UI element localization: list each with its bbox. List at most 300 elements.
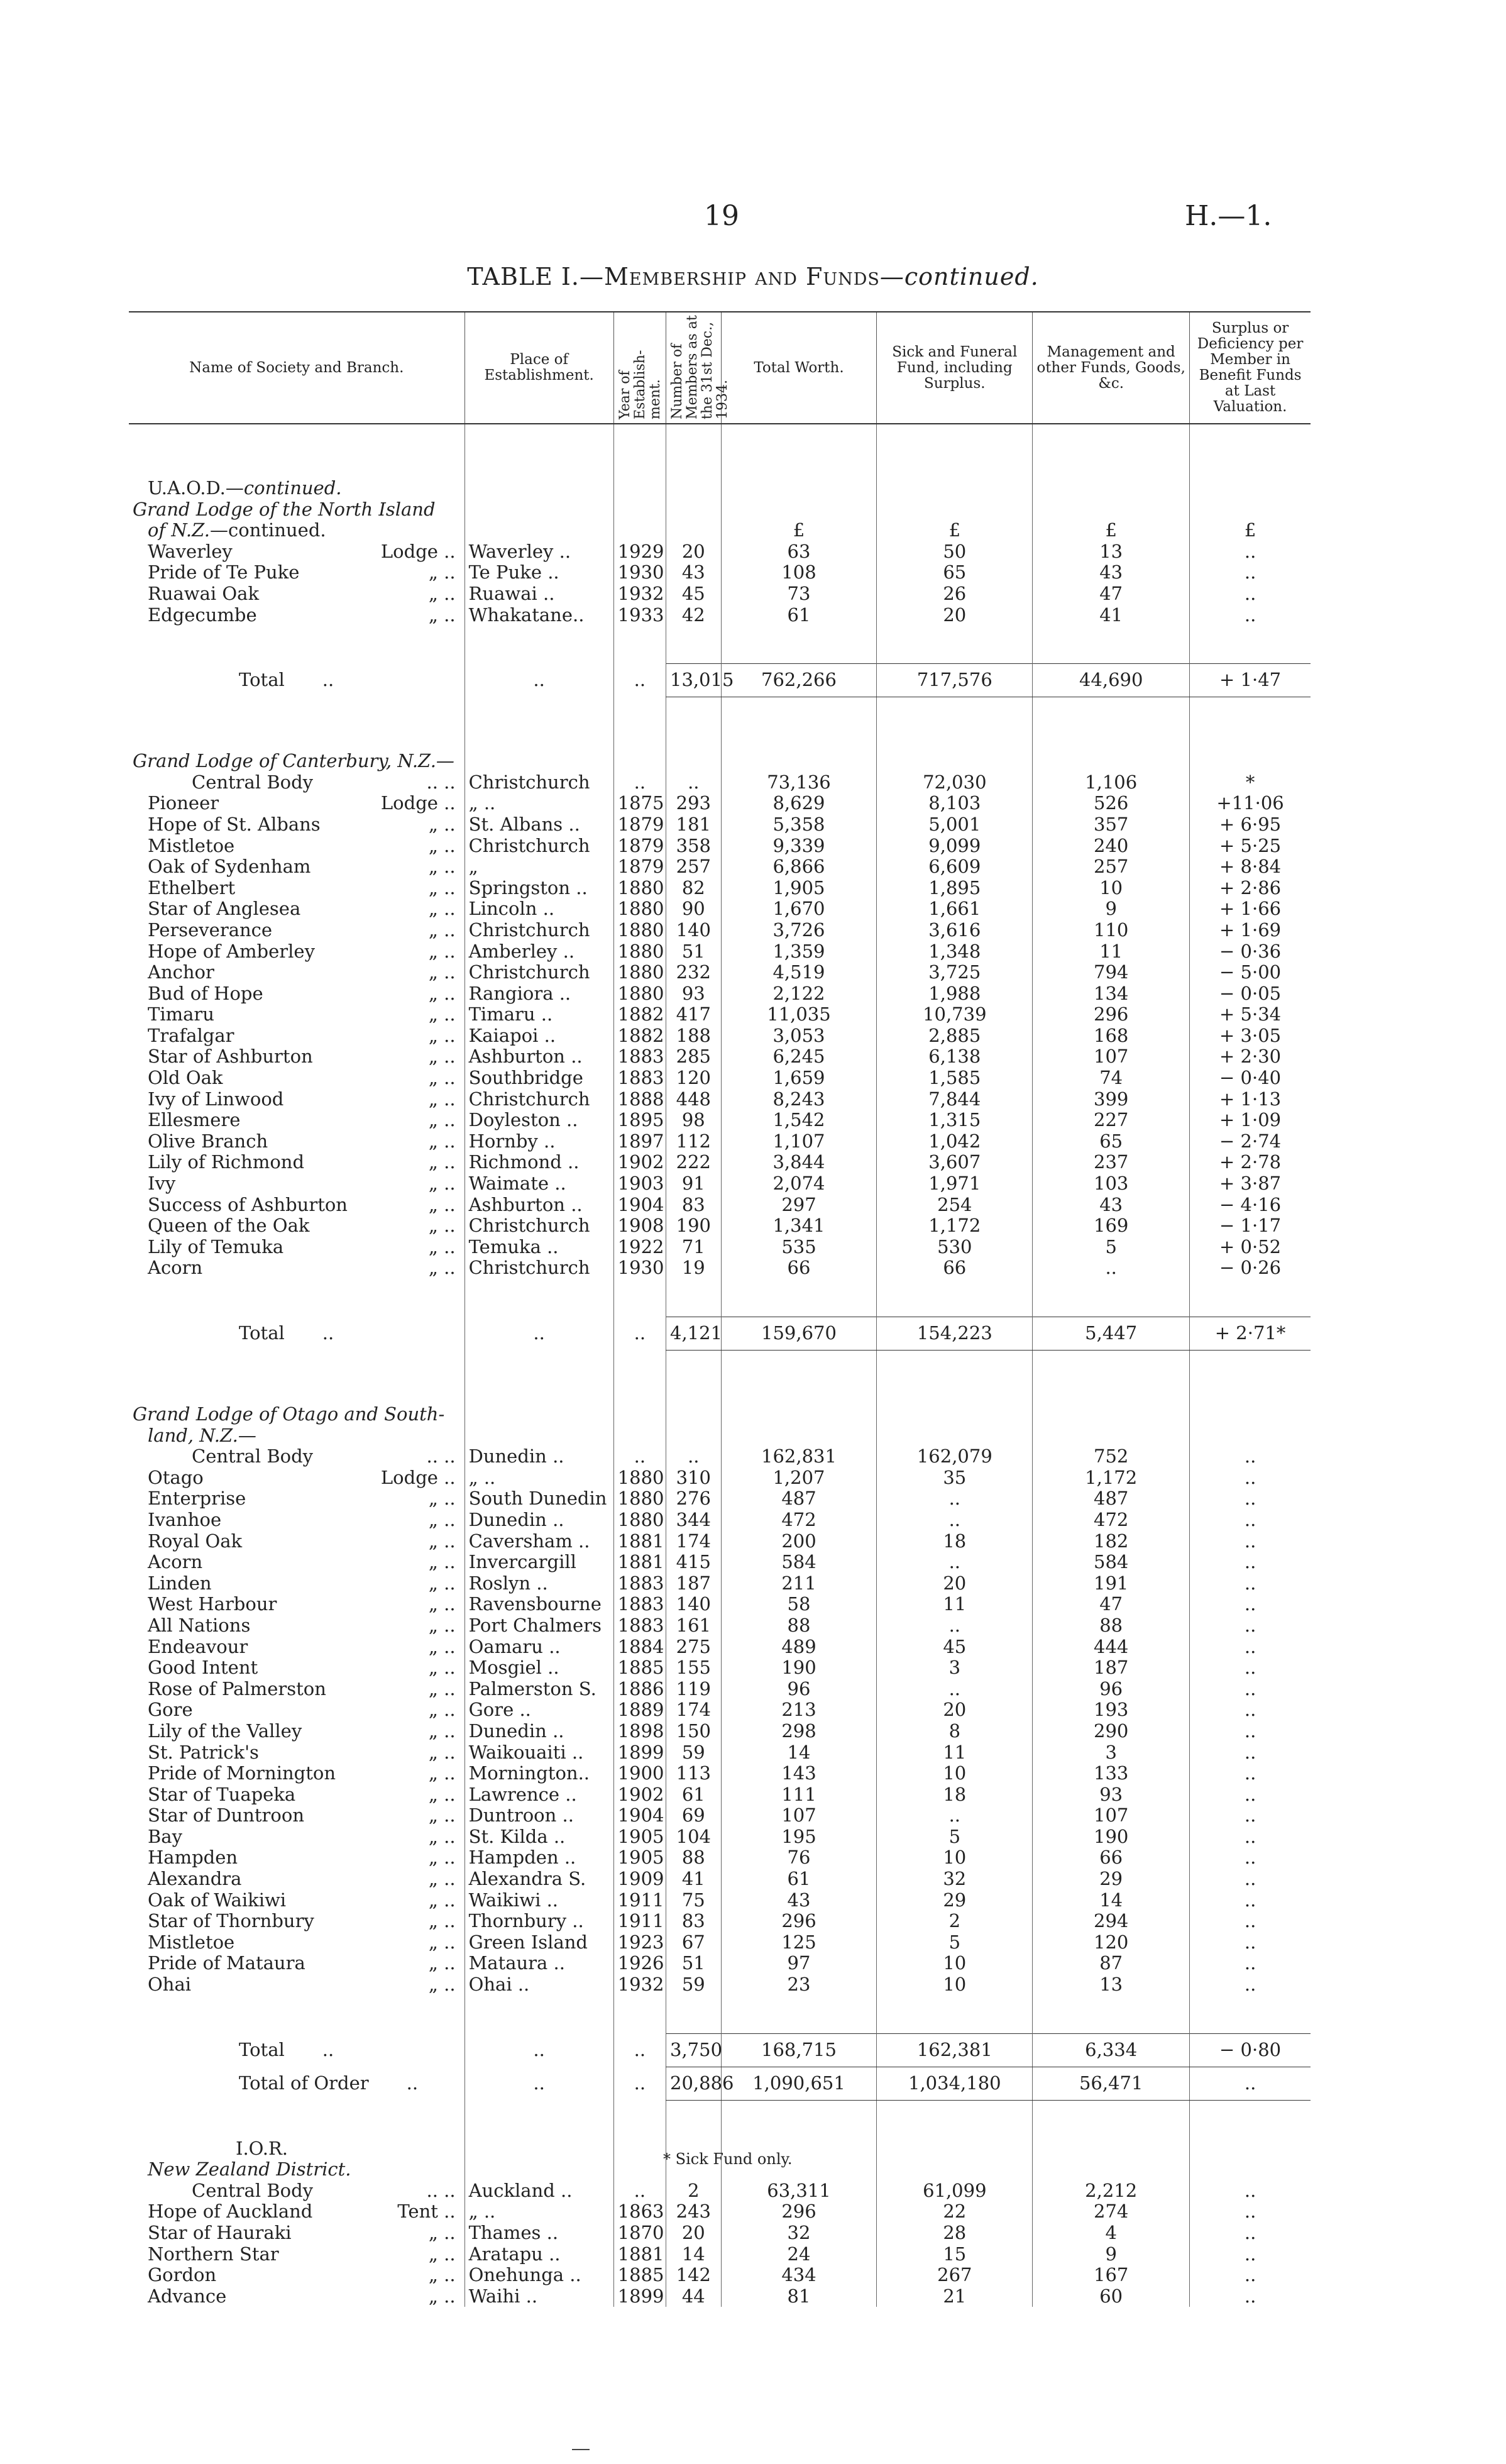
branch-name-cell xyxy=(129,814,464,836)
year-cell: 1922 xyxy=(613,1237,666,1258)
branch-kind: „ .. xyxy=(428,1931,456,1953)
sick-cell: .. xyxy=(877,1552,1033,1573)
total-place: .. xyxy=(464,2033,613,2067)
table-row xyxy=(129,878,1311,899)
sick-cell: 18 xyxy=(877,1531,1033,1552)
branch-kind: „ .. xyxy=(428,919,456,941)
members-cell: 42 xyxy=(666,605,722,626)
members-cell: 83 xyxy=(666,1195,722,1216)
sick-cell: 7,844 xyxy=(877,1089,1033,1110)
sick-cell: 21 xyxy=(877,2286,1033,2307)
worth-cell: 43 xyxy=(721,1890,877,1911)
year-cell: 1883 xyxy=(613,1615,666,1637)
mgmt-cell: 237 xyxy=(1033,1152,1190,1173)
sick-cell: 66 xyxy=(877,1257,1033,1279)
mgmt-cell: 752 xyxy=(1033,1446,1190,1467)
total-surplus: − 0·80 xyxy=(1190,2033,1311,2067)
year-cell: 1886 xyxy=(613,1679,666,1700)
empty-cell xyxy=(613,1404,666,1425)
surplus-cell: .. xyxy=(1190,1637,1311,1658)
place-cell: St. Kilda .. xyxy=(464,1826,613,1848)
branch-name: Pioneer xyxy=(148,792,219,814)
sick-cell: 3,725 xyxy=(877,962,1033,983)
branch-kind: „ .. xyxy=(428,1741,456,1763)
total-label: Total .. xyxy=(239,669,334,691)
sick-cell: 22 xyxy=(877,2201,1033,2223)
branch-kind: „ .. xyxy=(428,1657,456,1679)
place-cell: Christchurch xyxy=(464,772,613,793)
mgmt-cell: 444 xyxy=(1033,1637,1190,1658)
branch-name: Star of Anglesea xyxy=(148,898,301,920)
worth-cell: 66 xyxy=(721,1257,877,1279)
branch-name: Ivy xyxy=(148,1173,176,1195)
surplus-cell: +11·06 xyxy=(1190,793,1311,814)
branch-kind: „ .. xyxy=(428,834,456,856)
branch-name: Oak of Waikiwi xyxy=(148,1889,287,1911)
branch-kind: „ .. xyxy=(428,1151,456,1173)
document-reference: H.—1. xyxy=(1185,200,1272,232)
branch-name-cell xyxy=(129,1173,464,1195)
section-heading: Grand Lodge of Otago and South- xyxy=(133,1403,445,1425)
table-row xyxy=(129,1721,1311,1742)
mgmt-cell: 526 xyxy=(1033,793,1190,814)
year-cell: .. xyxy=(613,2180,666,2202)
branch-name: Acorn xyxy=(148,1551,203,1573)
mgmt-cell: 472 xyxy=(1033,1510,1190,1531)
year-cell: 1880 xyxy=(613,1488,666,1510)
total-label: Total .. xyxy=(239,2038,334,2060)
mgmt-cell: 107 xyxy=(1033,1805,1190,1826)
table-row xyxy=(129,1110,1311,1131)
empty-cell xyxy=(666,1425,722,1447)
worth-cell: 3,844 xyxy=(721,1152,877,1173)
surplus-cell: .. xyxy=(1190,1615,1311,1637)
order-total-row xyxy=(129,2067,1311,2100)
branch-kind: „ .. xyxy=(428,1046,456,1068)
members-cell: 91 xyxy=(666,1173,722,1195)
branch-name-cell xyxy=(129,1869,464,1890)
place-cell: Waihi .. xyxy=(464,2286,613,2307)
sick-cell: 18 xyxy=(877,1784,1033,1806)
surplus-cell: .. xyxy=(1190,1446,1311,1467)
sick-cell: 15 xyxy=(877,2244,1033,2265)
place-cell: Green Island xyxy=(464,1932,613,1953)
mgmt-cell: 10 xyxy=(1033,878,1190,899)
year-cell: 1879 xyxy=(613,836,666,857)
branch-kind: „ .. xyxy=(428,1257,456,1279)
worth-cell: 73,136 xyxy=(721,772,877,793)
branch-kind: „ .. xyxy=(428,1551,456,1573)
spacer-row xyxy=(129,1996,1311,2034)
table-row xyxy=(129,856,1311,878)
sick-cell: 530 xyxy=(877,1237,1033,1258)
place-cell: Dunedin .. xyxy=(464,1721,613,1742)
place-cell: Ashburton .. xyxy=(464,1046,613,1068)
place-cell: Waverley .. xyxy=(464,541,613,563)
branch-kind: „ .. xyxy=(428,2243,456,2265)
surplus-cell: .. xyxy=(1190,1679,1311,1700)
branch-name: Endeavour xyxy=(148,1635,248,1657)
empty-cell xyxy=(1033,751,1190,772)
empty-cell xyxy=(464,2138,613,2160)
empty-cell xyxy=(464,751,613,772)
mgmt-cell: 190 xyxy=(1033,1826,1190,1848)
branch-name: Lily of Temuka xyxy=(148,1235,284,1257)
branch-kind: „ .. xyxy=(428,1974,456,1996)
mgmt-cell: 191 xyxy=(1033,1573,1190,1594)
worth-cell: 297 xyxy=(721,1195,877,1216)
table-row xyxy=(129,772,1311,793)
worth-cell: 14 xyxy=(721,1742,877,1764)
worth-cell: 107 xyxy=(721,1805,877,1826)
branch-name: Ivy of Linwood xyxy=(148,1088,284,1110)
mgmt-cell: 87 xyxy=(1033,1953,1190,1974)
branch-kind: „ .. xyxy=(428,1593,456,1615)
year-cell: 1881 xyxy=(613,1531,666,1552)
members-cell: 140 xyxy=(666,1594,722,1615)
branch-name-cell xyxy=(129,2223,464,2244)
place-cell: Waikiwi .. xyxy=(464,1890,613,1911)
branch-name: Anchor xyxy=(148,961,214,983)
branch-name: West Harbour xyxy=(148,1593,277,1615)
sick-cell: 5,001 xyxy=(877,814,1033,836)
table-row xyxy=(129,2201,1311,2223)
branch-name: Ethelbert xyxy=(148,876,236,898)
branch-kind: „ .. xyxy=(428,1024,456,1046)
branch-name: Enterprise xyxy=(148,1488,246,1510)
mgmt-cell: 134 xyxy=(1033,983,1190,1005)
mgmt-cell: 9 xyxy=(1033,898,1190,920)
branch-kind: Lodge .. xyxy=(380,540,456,562)
surplus-cell: .. xyxy=(1190,1890,1311,1911)
branch-name-cell xyxy=(129,1637,464,1658)
year-cell: 1897 xyxy=(613,1131,666,1152)
surplus-cell: + 6·95 xyxy=(1190,814,1311,836)
surplus-cell: .. xyxy=(1190,2286,1311,2307)
branch-name: Trafalgar xyxy=(148,1024,234,1046)
place-cell: Doyleston .. xyxy=(464,1110,613,1131)
branch-name-cell xyxy=(129,1573,464,1594)
table-row xyxy=(129,1046,1311,1068)
worth-cell: 63 xyxy=(721,541,877,563)
branch-kind: „ .. xyxy=(428,1530,456,1552)
spacer-row xyxy=(129,1351,1311,1405)
members-cell: 448 xyxy=(666,1089,722,1110)
empty-cell xyxy=(666,751,722,772)
surplus-cell: − 4·16 xyxy=(1190,1195,1311,1216)
members-cell: 310 xyxy=(666,1467,722,1489)
branch-name-cell xyxy=(129,1446,464,1467)
empty-cell xyxy=(613,1425,666,1447)
branch-name-cell xyxy=(129,1195,464,1216)
surplus-cell: + 0·52 xyxy=(1190,1237,1311,1258)
branch-name-cell xyxy=(129,562,464,583)
branch-name: Hope of St. Albans xyxy=(148,813,321,835)
mgmt-cell: 110 xyxy=(1033,920,1190,941)
mgmt-cell: 9 xyxy=(1033,2244,1190,2265)
worth-cell: 298 xyxy=(721,1721,877,1742)
sick-cell: 61,099 xyxy=(877,2180,1033,2202)
mgmt-cell: 2,212 xyxy=(1033,2180,1190,2202)
table-row xyxy=(129,1847,1311,1869)
empty-cell xyxy=(721,751,877,772)
place-cell: Alexandra S. xyxy=(464,1869,613,1890)
branch-name: Bud of Hope xyxy=(148,982,263,1004)
section-heading: I.O.R. xyxy=(236,2137,289,2159)
branch-name-cell xyxy=(129,1699,464,1721)
members-cell: 257 xyxy=(666,856,722,878)
branch-name: Star of Duntroon xyxy=(148,1804,305,1826)
sick-cell: 5 xyxy=(877,1826,1033,1848)
surplus-cell: + 2·78 xyxy=(1190,1152,1311,1173)
mgmt-cell: 103 xyxy=(1033,1173,1190,1195)
branch-name-cell xyxy=(129,1467,464,1489)
mgmt-cell: 74 xyxy=(1033,1068,1190,1089)
mgmt-cell: 168 xyxy=(1033,1025,1190,1047)
branch-name-cell xyxy=(129,541,464,563)
mgmt-cell: 1,106 xyxy=(1033,772,1190,793)
worth-cell: 1,359 xyxy=(721,941,877,963)
worth-cell: 61 xyxy=(721,605,877,626)
table-row xyxy=(129,1215,1311,1237)
branch-name-cell xyxy=(129,2180,464,2202)
sick-cell: 32 xyxy=(877,1869,1033,1890)
sick-cell: 35 xyxy=(877,1467,1033,1489)
total-mgmt: 6,334 xyxy=(1033,2033,1190,2067)
members-cell: 190 xyxy=(666,1215,722,1237)
worth-cell: 32 xyxy=(721,2223,877,2244)
surplus-cell: .. xyxy=(1190,1594,1311,1615)
members-cell: 150 xyxy=(666,1721,722,1742)
worth-cell: 58 xyxy=(721,1594,877,1615)
table-row xyxy=(129,1068,1311,1089)
mgmt-cell: 167 xyxy=(1033,2265,1190,2286)
mgmt-cell: 11 xyxy=(1033,941,1190,963)
mgmt-cell: 47 xyxy=(1033,1594,1190,1615)
branch-kind: „ .. xyxy=(428,1635,456,1657)
members-cell: 142 xyxy=(666,2265,722,2286)
place-cell: Aratapu .. xyxy=(464,2244,613,2265)
sick-cell: 50 xyxy=(877,541,1033,563)
mgmt-cell: 357 xyxy=(1033,814,1190,836)
table-row xyxy=(129,1657,1311,1679)
branch-name-cell xyxy=(129,1594,464,1615)
worth-cell: 1,542 xyxy=(721,1110,877,1131)
surplus-cell: .. xyxy=(1190,1763,1311,1784)
place-cell: Ravensbourne xyxy=(464,1594,613,1615)
section-heading-row xyxy=(129,1404,1311,1425)
section-heading: Grand Lodge of Canterbury, N.Z.— xyxy=(133,750,454,772)
spacer-row xyxy=(129,626,1311,664)
mgmt-cell: 182 xyxy=(1033,1531,1190,1552)
empty-cell xyxy=(464,1404,613,1425)
mgmt-cell: 1,172 xyxy=(1033,1467,1190,1489)
branch-name: Ivanhoe xyxy=(148,1508,222,1530)
empty-cell xyxy=(1190,2138,1311,2160)
place-cell: „ .. xyxy=(464,793,613,814)
table-row xyxy=(129,2180,1311,2202)
branch-kind: .. .. xyxy=(426,771,456,793)
spacer-row xyxy=(129,697,1311,751)
members-cell: 98 xyxy=(666,1110,722,1131)
year-cell: 1883 xyxy=(613,1573,666,1594)
year-cell: 1879 xyxy=(613,814,666,836)
total-mgmt: 44,690 xyxy=(1033,664,1190,697)
society-heading: U.A.O.D.—continued. xyxy=(148,477,342,499)
place-cell: Ruawai .. xyxy=(464,583,613,605)
branch-name: Ruawai Oak xyxy=(148,582,260,604)
table-row xyxy=(129,2244,1311,2265)
surplus-cell: .. xyxy=(1190,2265,1311,2286)
year-cell: 1880 xyxy=(613,1467,666,1489)
sick-cell: .. xyxy=(877,1615,1033,1637)
year-cell: 1881 xyxy=(613,2244,666,2265)
branch-name: Acorn xyxy=(148,1257,203,1279)
branch-kind: „ .. xyxy=(428,1088,456,1110)
branch-name-cell xyxy=(129,2265,464,2286)
mgmt-cell: 13 xyxy=(1033,541,1190,563)
mgmt-cell: 14 xyxy=(1033,1890,1190,1911)
mgmt-cell: 296 xyxy=(1033,1004,1190,1025)
sick-cell: 2,885 xyxy=(877,1025,1033,1047)
surplus-cell: .. xyxy=(1190,1467,1311,1489)
branch-kind: „ .. xyxy=(428,1508,456,1530)
sick-cell: 5 xyxy=(877,1932,1033,1953)
header-surplus: Surplus or Deficiency per Member in Benefit Funds at Last Valuation. xyxy=(1190,312,1311,424)
table-row xyxy=(129,983,1311,1005)
place-cell: „ .. xyxy=(464,1467,613,1489)
section-heading-row xyxy=(129,1425,1311,1447)
sick-cell: 20 xyxy=(877,605,1033,626)
year-cell: 1923 xyxy=(613,1932,666,1953)
place-cell: Amberley .. xyxy=(464,941,613,963)
total-year: .. xyxy=(613,2033,666,2067)
sick-cell: 1,971 xyxy=(877,1173,1033,1195)
sick-cell: 254 xyxy=(877,1195,1033,1216)
branch-name: Pride of Mataura xyxy=(148,1952,305,1974)
branch-name: Old Oak xyxy=(148,1067,223,1089)
table-row xyxy=(129,1195,1311,1216)
header-sick: Sick and Funeral Fund, including Surplus. xyxy=(877,312,1033,424)
total-sick: 1,034,180 xyxy=(877,2067,1033,2100)
branch-name: Linden xyxy=(148,1572,212,1594)
place-cell: Timaru .. xyxy=(464,1004,613,1025)
worth-cell: 1,107 xyxy=(721,1131,877,1152)
members-cell: 2 xyxy=(666,2180,722,2202)
mgmt-cell: 794 xyxy=(1033,962,1190,983)
sick-cell: 8,103 xyxy=(877,793,1033,814)
worth-cell: 108 xyxy=(721,562,877,583)
currency-symbol: £ xyxy=(1033,520,1190,541)
mgmt-cell: 88 xyxy=(1033,1615,1190,1637)
year-cell: 1909 xyxy=(613,1869,666,1890)
surplus-cell: .. xyxy=(1190,1974,1311,1996)
members-cell: 187 xyxy=(666,1573,722,1594)
surplus-cell: .. xyxy=(1190,1510,1311,1531)
empty-cell xyxy=(1190,751,1311,772)
surplus-cell: − 0·26 xyxy=(1190,1257,1311,1279)
place-cell: Richmond .. xyxy=(464,1152,613,1173)
surplus-cell: .. xyxy=(1190,1847,1311,1869)
place-cell: Christchurch xyxy=(464,1257,613,1279)
year-cell: 1870 xyxy=(613,2223,666,2244)
surplus-cell: .. xyxy=(1190,1657,1311,1679)
branch-name-cell xyxy=(129,1110,464,1131)
year-cell: 1885 xyxy=(613,1657,666,1679)
table-row xyxy=(129,1594,1311,1615)
place-cell: Southbridge xyxy=(464,1068,613,1089)
mgmt-cell: 96 xyxy=(1033,1679,1190,1700)
table-row xyxy=(129,1742,1311,1764)
branch-name: Perseverance xyxy=(148,919,273,941)
members-cell: 88 xyxy=(666,1847,722,1869)
table-body xyxy=(129,424,1311,2307)
currency-symbol: £ xyxy=(1190,520,1311,541)
mgmt-cell: 29 xyxy=(1033,1869,1190,1890)
worth-cell: 1,905 xyxy=(721,878,877,899)
mgmt-cell: 41 xyxy=(1033,605,1190,626)
table-row xyxy=(129,1974,1311,1996)
year-cell: 1930 xyxy=(613,562,666,583)
table-row xyxy=(129,605,1311,626)
branch-kind: „ .. xyxy=(428,876,456,898)
branch-name-cell xyxy=(129,1089,464,1110)
year-cell: 1902 xyxy=(613,1152,666,1173)
branch-kind: „ .. xyxy=(428,813,456,835)
worth-cell: 195 xyxy=(721,1826,877,1848)
surplus-cell: − 5·00 xyxy=(1190,962,1311,983)
surplus-cell: + 5·25 xyxy=(1190,836,1311,857)
members-cell: 140 xyxy=(666,920,722,941)
members-cell: 174 xyxy=(666,1699,722,1721)
section-heading: land, N.Z.— xyxy=(148,1424,256,1446)
branch-name: St. Patrick's xyxy=(148,1741,259,1763)
surplus-cell: .. xyxy=(1190,1826,1311,1848)
members-cell: 59 xyxy=(666,1974,722,1996)
branch-name: Queen of the Oak xyxy=(148,1215,310,1237)
surplus-cell: .. xyxy=(1190,2244,1311,2265)
sick-cell: .. xyxy=(877,1805,1033,1826)
branch-name: Central Body xyxy=(192,2179,314,2201)
worth-cell: 1,659 xyxy=(721,1068,877,1089)
sick-cell: 1,042 xyxy=(877,1131,1033,1152)
place-cell: Christchurch xyxy=(464,1089,613,1110)
surplus-cell: .. xyxy=(1190,583,1311,605)
branch-kind: „ .. xyxy=(428,561,456,583)
surplus-cell: .. xyxy=(1190,2201,1311,2223)
sick-cell: 1,315 xyxy=(877,1110,1033,1131)
empty-cell xyxy=(721,1404,877,1425)
sick-cell: 26 xyxy=(877,583,1033,605)
empty-cell xyxy=(877,751,1033,772)
surplus-cell: + 5·34 xyxy=(1190,1004,1311,1025)
table-row xyxy=(129,1679,1311,1700)
sick-cell: 10,739 xyxy=(877,1004,1033,1025)
branch-name-cell xyxy=(129,793,464,814)
branch-name: Gordon xyxy=(148,2264,217,2286)
members-cell: 41 xyxy=(666,1869,722,1890)
place-cell: „ xyxy=(464,856,613,878)
branch-name-cell xyxy=(129,1531,464,1552)
surplus-cell: + 1·13 xyxy=(1190,1089,1311,1110)
place-cell: Dunedin .. xyxy=(464,1446,613,1467)
total-worth: 159,670 xyxy=(721,1317,877,1351)
surplus-cell: .. xyxy=(1190,1699,1311,1721)
total-worth: 1,090,651 xyxy=(721,2067,877,2100)
place-cell: Temuka .. xyxy=(464,1237,613,1258)
branch-name-cell xyxy=(129,1847,464,1869)
sick-cell: 10 xyxy=(877,1974,1033,1996)
